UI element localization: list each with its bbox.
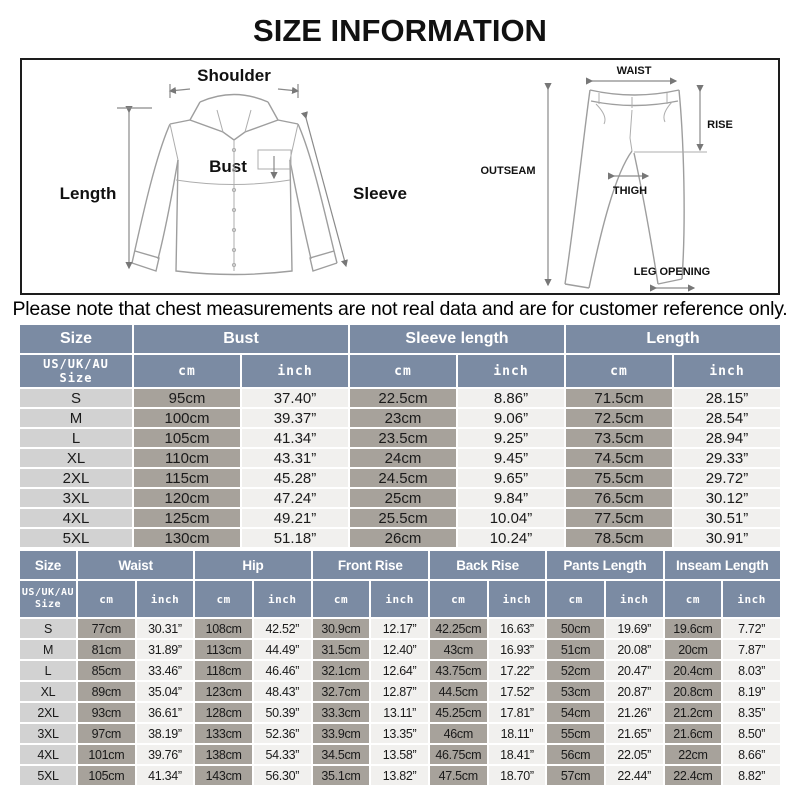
inch-value-cell: 30.31”	[137, 619, 194, 638]
size-row	[20, 389, 780, 407]
inch-value-cell: 33.46”	[137, 661, 194, 680]
inch-value-cell: 8.86”	[458, 389, 564, 407]
cm-value-cell: 22.5cm	[350, 389, 456, 407]
inch-value-cell: 28.94”	[674, 429, 780, 447]
cm-value-cell: 110cm	[134, 449, 240, 467]
cm-value-cell: 33.3cm	[313, 703, 370, 722]
inch-value-cell: 22.05”	[606, 745, 663, 764]
size-cell: XL	[20, 682, 76, 701]
leg-opening-label: LEG OPENING	[633, 266, 711, 278]
inch-value-cell: 35.04”	[137, 682, 194, 701]
cm-value-cell: 20.4cm	[665, 661, 722, 680]
cm-value-cell: 74.5cm	[566, 449, 672, 467]
shoulder-label: Shoulder	[197, 66, 271, 85]
inch-value-cell: 9.45”	[458, 449, 564, 467]
inch-value-cell: 7.87”	[723, 640, 780, 659]
cm-value-cell: 113cm	[195, 640, 252, 659]
unit-header-inch: inch	[242, 355, 348, 387]
cm-value-cell: 138cm	[195, 745, 252, 764]
column-header-waist: Waist	[78, 551, 193, 579]
cm-value-cell: 71.5cm	[566, 389, 672, 407]
cm-value-cell: 53cm	[547, 682, 604, 701]
size-row	[20, 724, 780, 743]
cm-value-cell: 25cm	[350, 489, 456, 507]
column-header-size: Size	[20, 551, 76, 579]
column-header-inseam-length: Inseam Length	[665, 551, 780, 579]
inch-value-cell: 12.87”	[371, 682, 428, 701]
cm-value-cell: 31.5cm	[313, 640, 370, 659]
cm-value-cell: 44.5cm	[430, 682, 487, 701]
inch-value-cell: 22.44”	[606, 766, 663, 785]
inch-value-cell: 18.11”	[489, 724, 546, 743]
page-title: SIZE INFORMATION	[253, 13, 547, 48]
inch-value-cell: 48.43”	[254, 682, 311, 701]
inch-value-cell: 10.04”	[458, 509, 564, 527]
inch-value-cell: 13.58”	[371, 745, 428, 764]
size-cell: 3XL	[20, 489, 132, 507]
unit-header-cm: cm	[195, 581, 252, 617]
size-cell: S	[20, 619, 76, 638]
inch-value-cell: 9.65”	[458, 469, 564, 487]
cm-value-cell: 101cm	[78, 745, 135, 764]
group-header-row	[20, 551, 780, 579]
inch-value-cell: 36.61”	[137, 703, 194, 722]
inch-value-cell: 28.15”	[674, 389, 780, 407]
cm-value-cell: 115cm	[134, 469, 240, 487]
sleeve-label: Sleeve	[353, 184, 407, 203]
inch-value-cell: 39.37”	[242, 409, 348, 427]
cm-value-cell: 55cm	[547, 724, 604, 743]
inch-value-cell: 30.51”	[674, 509, 780, 527]
shirt-measurement-diagram	[22, 60, 462, 293]
size-cell: S	[20, 389, 132, 407]
pants-measurement-diagram	[462, 60, 778, 293]
column-header-size: Size	[20, 325, 132, 353]
column-header-length: Length	[566, 325, 780, 353]
cm-value-cell: 77.5cm	[566, 509, 672, 527]
size-row	[20, 703, 780, 722]
cm-value-cell: 24cm	[350, 449, 456, 467]
inch-value-cell: 8.35”	[723, 703, 780, 722]
unit-header-inch: inch	[371, 581, 428, 617]
column-header-sleeve-length: Sleeve length	[350, 325, 564, 353]
unit-header-cm: cm	[78, 581, 135, 617]
unit-header-cm: cm	[313, 581, 370, 617]
cm-value-cell: 21.6cm	[665, 724, 722, 743]
cm-value-cell: 120cm	[134, 489, 240, 507]
inch-value-cell: 9.25”	[458, 429, 564, 447]
cm-value-cell: 125cm	[134, 509, 240, 527]
cm-value-cell: 26cm	[350, 529, 456, 547]
cm-value-cell: 24.5cm	[350, 469, 456, 487]
cm-value-cell: 43.75cm	[430, 661, 487, 680]
inch-value-cell: 8.66”	[723, 745, 780, 764]
inch-value-cell: 50.39”	[254, 703, 311, 722]
cm-value-cell: 22.4cm	[665, 766, 722, 785]
cm-value-cell: 20cm	[665, 640, 722, 659]
cm-value-cell: 23cm	[350, 409, 456, 427]
inch-value-cell: 29.33”	[674, 449, 780, 467]
inch-value-cell: 47.24”	[242, 489, 348, 507]
inch-value-cell: 44.49”	[254, 640, 311, 659]
inch-value-cell: 8.19”	[723, 682, 780, 701]
inch-value-cell: 20.47”	[606, 661, 663, 680]
inch-value-cell: 30.91”	[674, 529, 780, 547]
unit-header-inch: inch	[489, 581, 546, 617]
size-cell: 5XL	[20, 529, 132, 547]
size-row	[20, 449, 780, 467]
unit-header-inch: inch	[674, 355, 780, 387]
column-header-front-rise: Front Rise	[313, 551, 428, 579]
inch-value-cell: 19.69”	[606, 619, 663, 638]
inch-value-cell: 41.34”	[242, 429, 348, 447]
cm-value-cell: 57cm	[547, 766, 604, 785]
inch-value-cell: 16.93”	[489, 640, 546, 659]
unit-header-inch: inch	[137, 581, 194, 617]
cm-value-cell: 77cm	[78, 619, 135, 638]
cm-value-cell: 34.5cm	[313, 745, 370, 764]
cm-value-cell: 45.25cm	[430, 703, 487, 722]
reference-note: Please note that chest measurements are not real data and are for customer reference only.	[12, 298, 788, 320]
inch-value-cell: 54.33”	[254, 745, 311, 764]
unit-header-inch: inch	[606, 581, 663, 617]
unit-header-row	[20, 581, 780, 617]
size-row	[20, 429, 780, 447]
inch-value-cell: 13.11”	[371, 703, 428, 722]
cm-value-cell: 22cm	[665, 745, 722, 764]
cm-value-cell: 19.6cm	[665, 619, 722, 638]
cm-value-cell: 143cm	[195, 766, 252, 785]
cm-value-cell: 85cm	[78, 661, 135, 680]
inch-value-cell: 29.72”	[674, 469, 780, 487]
inch-value-cell: 8.82”	[723, 766, 780, 785]
size-row	[20, 640, 780, 659]
inch-value-cell: 39.76”	[137, 745, 194, 764]
inch-value-cell: 49.21”	[242, 509, 348, 527]
cm-value-cell: 47.5cm	[430, 766, 487, 785]
cm-value-cell: 25.5cm	[350, 509, 456, 527]
cm-value-cell: 32.7cm	[313, 682, 370, 701]
rise-label: RISE	[707, 119, 733, 131]
size-standard-line1: US/UK/AU	[43, 357, 109, 371]
inch-value-cell: 13.82”	[371, 766, 428, 785]
cm-value-cell: 32.1cm	[313, 661, 370, 680]
waist-label: WAIST	[616, 65, 652, 77]
inch-value-cell: 31.89”	[137, 640, 194, 659]
size-standard-line2: Size	[59, 371, 93, 385]
outseam-label: OUTSEAM	[480, 165, 536, 177]
pants-size-table	[18, 549, 782, 787]
inch-value-cell: 42.52”	[254, 619, 311, 638]
column-header-pants-length: Pants Length	[547, 551, 662, 579]
inch-value-cell: 12.64”	[371, 661, 428, 680]
size-cell: 3XL	[20, 724, 76, 743]
inch-value-cell: 12.17”	[371, 619, 428, 638]
size-row	[20, 489, 780, 507]
cm-value-cell: 21.2cm	[665, 703, 722, 722]
size-standard-header	[20, 581, 76, 617]
inch-value-cell: 17.22”	[489, 661, 546, 680]
inch-value-cell: 20.08”	[606, 640, 663, 659]
unit-header-inch: inch	[458, 355, 564, 387]
inch-value-cell: 9.84”	[458, 489, 564, 507]
inch-value-cell: 41.34”	[137, 766, 194, 785]
cm-value-cell: 20.8cm	[665, 682, 722, 701]
size-row	[20, 745, 780, 764]
inch-value-cell: 8.03”	[723, 661, 780, 680]
group-header-row	[20, 325, 780, 353]
cm-value-cell: 46cm	[430, 724, 487, 743]
inch-value-cell: 18.41”	[489, 745, 546, 764]
cm-value-cell: 123cm	[195, 682, 252, 701]
column-header-back-rise: Back Rise	[430, 551, 545, 579]
cm-value-cell: 52cm	[547, 661, 604, 680]
column-header-hip: Hip	[195, 551, 310, 579]
cm-value-cell: 130cm	[134, 529, 240, 547]
size-cell: L	[20, 429, 132, 447]
inch-value-cell: 17.81”	[489, 703, 546, 722]
inch-value-cell: 43.31”	[242, 449, 348, 467]
inch-value-cell: 7.72”	[723, 619, 780, 638]
cm-value-cell: 95cm	[134, 389, 240, 407]
inch-value-cell: 8.50”	[723, 724, 780, 743]
size-cell: 5XL	[20, 766, 76, 785]
cm-value-cell: 43cm	[430, 640, 487, 659]
inch-value-cell: 21.65”	[606, 724, 663, 743]
inch-value-cell: 30.12”	[674, 489, 780, 507]
inch-value-cell: 37.40”	[242, 389, 348, 407]
cm-value-cell: 105cm	[78, 766, 135, 785]
cm-value-cell: 100cm	[134, 409, 240, 427]
cm-value-cell: 56cm	[547, 745, 604, 764]
size-standard-header	[20, 355, 132, 387]
inch-value-cell: 56.30”	[254, 766, 311, 785]
inch-value-cell: 38.19”	[137, 724, 194, 743]
inch-value-cell: 28.54”	[674, 409, 780, 427]
size-cell: M	[20, 640, 76, 659]
cm-value-cell: 73.5cm	[566, 429, 672, 447]
inch-value-cell: 13.35”	[371, 724, 428, 743]
cm-value-cell: 75.5cm	[566, 469, 672, 487]
size-standard-line2: Size	[34, 599, 62, 610]
inch-value-cell: 9.06”	[458, 409, 564, 427]
inch-value-cell: 45.28”	[242, 469, 348, 487]
inch-value-cell: 21.26”	[606, 703, 663, 722]
unit-header-cm: cm	[547, 581, 604, 617]
size-row	[20, 529, 780, 547]
cm-value-cell: 54cm	[547, 703, 604, 722]
unit-header-inch: inch	[254, 581, 311, 617]
cm-value-cell: 72.5cm	[566, 409, 672, 427]
unit-header-cm: cm	[566, 355, 672, 387]
cm-value-cell: 118cm	[195, 661, 252, 680]
cm-value-cell: 89cm	[78, 682, 135, 701]
inch-value-cell: 17.52”	[489, 682, 546, 701]
length-label: Length	[59, 184, 117, 203]
size-standard-line1: US/UK/AU	[21, 587, 75, 598]
size-row	[20, 409, 780, 427]
bust-label: Bust	[209, 157, 247, 176]
size-cell: XL	[20, 449, 132, 467]
cm-value-cell: 93cm	[78, 703, 135, 722]
size-cell: 4XL	[20, 745, 76, 764]
cm-value-cell: 30.9cm	[313, 619, 370, 638]
inch-value-cell: 46.46”	[254, 661, 311, 680]
size-row	[20, 509, 780, 527]
thigh-label: THIGH	[612, 185, 648, 197]
cm-value-cell: 33.9cm	[313, 724, 370, 743]
size-row	[20, 682, 780, 701]
unit-header-cm: cm	[350, 355, 456, 387]
measurement-diagram-box	[20, 58, 780, 295]
size-cell: 2XL	[20, 703, 76, 722]
cm-value-cell: 78.5cm	[566, 529, 672, 547]
cm-value-cell: 76.5cm	[566, 489, 672, 507]
size-cell: 4XL	[20, 509, 132, 527]
column-header-bust: Bust	[134, 325, 348, 353]
shirt-size-table	[18, 323, 782, 549]
inch-value-cell: 10.24”	[458, 529, 564, 547]
size-cell: 2XL	[20, 469, 132, 487]
inch-value-cell: 16.63”	[489, 619, 546, 638]
cm-value-cell: 23.5cm	[350, 429, 456, 447]
inch-value-cell: 18.70”	[489, 766, 546, 785]
unit-header-row	[20, 355, 780, 387]
size-cell: L	[20, 661, 76, 680]
cm-value-cell: 133cm	[195, 724, 252, 743]
size-row	[20, 469, 780, 487]
cm-value-cell: 97cm	[78, 724, 135, 743]
inch-value-cell: 51.18”	[242, 529, 348, 547]
unit-header-inch: inch	[723, 581, 780, 617]
cm-value-cell: 35.1cm	[313, 766, 370, 785]
size-cell: M	[20, 409, 132, 427]
unit-header-cm: cm	[665, 581, 722, 617]
size-row	[20, 766, 780, 785]
size-row	[20, 619, 780, 638]
cm-value-cell: 42.25cm	[430, 619, 487, 638]
cm-value-cell: 81cm	[78, 640, 135, 659]
size-row	[20, 661, 780, 680]
cm-value-cell: 105cm	[134, 429, 240, 447]
cm-value-cell: 50cm	[547, 619, 604, 638]
unit-header-cm: cm	[430, 581, 487, 617]
cm-value-cell: 128cm	[195, 703, 252, 722]
inch-value-cell: 12.40”	[371, 640, 428, 659]
unit-header-cm: cm	[134, 355, 240, 387]
inch-value-cell: 52.36”	[254, 724, 311, 743]
cm-value-cell: 108cm	[195, 619, 252, 638]
cm-value-cell: 46.75cm	[430, 745, 487, 764]
inch-value-cell: 20.87”	[606, 682, 663, 701]
cm-value-cell: 51cm	[547, 640, 604, 659]
